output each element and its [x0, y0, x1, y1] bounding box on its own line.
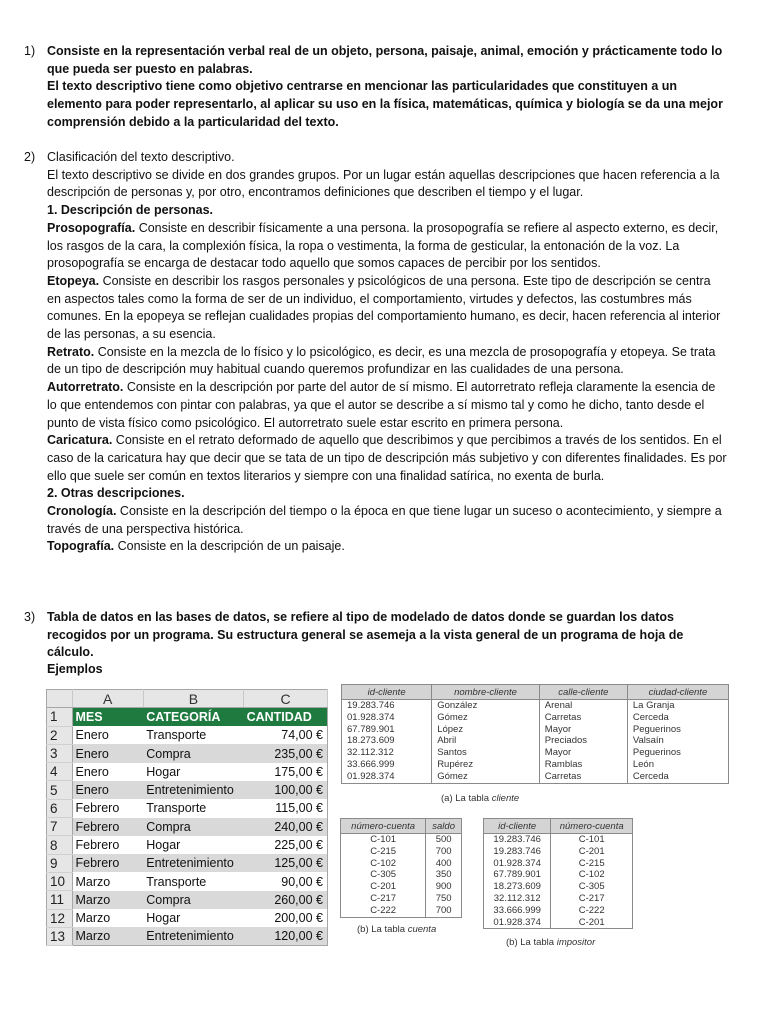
table-row	[341, 881, 462, 893]
cuenta-table	[340, 818, 462, 918]
table-cell: Preciados	[539, 735, 627, 747]
table-row	[342, 700, 729, 712]
table-cell: 900	[426, 881, 462, 893]
excel-spreadsheet	[46, 689, 328, 946]
table-cell: Mayor	[539, 724, 627, 736]
table-cell: 01.928.374	[484, 917, 551, 929]
table-cell: Gómez	[432, 771, 540, 783]
cell-mes[interactable]: Marzo	[72, 891, 143, 909]
term-caricatura: Caricatura. Consiste en el retrato deformado de aquello que describimos y que percibimos a través de los sentidos. En el caso de la caricatura hay que decir que se tata de un tipo de descripción más subjetivo y con diferentes finalidades. Es por ello que suele ser común en textos literarios y siempre con una finalidad satírica, no exenta de burla.	[47, 433, 727, 483]
table-row	[47, 836, 328, 854]
table-cell: 32.112.312	[484, 893, 551, 905]
section-3-text: Tabla de datos en las bases de datos, se refiere al tipo de modelado de datos donde se guardan los datos recogidos por un programa. Su estructura general se asemeja a la vista general de un programa de hoja de cálculo.	[47, 610, 684, 660]
table-cell: C-305	[341, 869, 426, 881]
section-1-number: 1)	[24, 44, 36, 58]
term-topografia: Topografía. Consiste en la descripción de un paisaje.	[47, 539, 345, 554]
cell-categoria[interactable]: Hogar	[146, 838, 181, 853]
table-row	[342, 712, 729, 724]
row-number[interactable]: 4	[47, 763, 73, 781]
table-row	[47, 799, 328, 817]
cell-cantidad[interactable]: 115,00 €	[275, 801, 323, 816]
table-cell: C-215	[341, 846, 426, 858]
row-number[interactable]: 6	[47, 799, 73, 817]
row-number[interactable]: 5	[47, 781, 73, 799]
column-header: número-cuenta	[551, 819, 633, 834]
cell-cantidad[interactable]: 240,00 €	[244, 818, 328, 836]
cell-categoria[interactable]: Transporte	[146, 801, 207, 816]
examples-label: Ejemplos	[47, 662, 103, 676]
table-cell: Arenal	[539, 700, 627, 712]
header-mes[interactable]: MES	[72, 708, 143, 726]
table-cell: C-222	[341, 905, 426, 917]
cell-mes[interactable]: Febrero	[72, 854, 143, 872]
row-number[interactable]: 2	[47, 726, 73, 744]
term-etopeya: Etopeya. Consiste en describir los rasgos personales y psicológicos de una persona. Este tipo de descripción se centra en aspectos tales como la forma de ser de un individuo, el comportamiento, virtudes y defectos, las costumbres más comunes. En la epopeya se reflejan cualidades propias del comportamiento humano, es decir, hacen referencia al interior de las personas, a su esencia.	[47, 273, 721, 342]
group-2-heading: 2. Otras descripciones.	[47, 486, 185, 501]
column-header: calle-cliente	[539, 685, 627, 700]
table-row	[47, 891, 328, 909]
table-row	[47, 818, 328, 836]
section-2-intro: El texto descriptivo se divide en dos grandes grupos. Por un lugar están aquellas descripciones que hacen referencia a la descripción de personas y, por otro, encontramos definiciones que describen el tiempo y el lugar.	[47, 167, 720, 200]
table-cell: 01.928.374	[342, 771, 432, 783]
table-cell: 67.789.901	[484, 869, 551, 881]
table-header-row	[47, 708, 328, 726]
row-number[interactable]: 1	[47, 708, 73, 726]
table-cell: Valsaín	[627, 735, 728, 747]
column-header-c[interactable]: C	[244, 690, 328, 708]
table-cell: C-101	[551, 834, 633, 846]
header-cantidad[interactable]: CANTIDAD	[244, 708, 328, 726]
table-cell: Gómez	[432, 712, 540, 724]
cell-categoria[interactable]: Transporte	[146, 728, 207, 743]
table-row	[484, 858, 633, 870]
cuenta-caption: (b) La tabla cuenta	[357, 924, 437, 935]
table-row	[342, 771, 729, 783]
section-2-number: 2)	[24, 150, 36, 164]
section-2-title: Clasificación del texto descriptivo.	[47, 150, 235, 164]
cell-cantidad[interactable]: 90,00 €	[281, 874, 323, 889]
cliente-caption: (a) La tabla cliente	[441, 793, 520, 804]
table-cell: 700	[426, 905, 462, 917]
table-cell: C-222	[551, 905, 633, 917]
cell-cantidad[interactable]: 200,00 €	[274, 911, 323, 926]
cell-categoria[interactable]: Entretenimiento	[143, 854, 243, 872]
table-cell: C-217	[341, 893, 426, 905]
table-row	[484, 846, 633, 858]
cell-mes[interactable]: Marzo	[75, 874, 111, 889]
table-cell: 18.273.609	[342, 735, 432, 747]
table-row	[47, 909, 328, 927]
table-cell: C-102	[551, 869, 633, 881]
table-cell: 400	[426, 858, 462, 870]
column-header: saldo	[426, 819, 462, 834]
row-number[interactable]: 9	[47, 854, 73, 872]
table-cell: C-102	[341, 858, 426, 870]
table-cell: C-201	[551, 917, 633, 929]
row-number[interactable]: 7	[47, 818, 73, 836]
cell-categoria[interactable]: Compra	[143, 818, 243, 836]
table-cell: C-217	[551, 893, 633, 905]
table-cell: Cerceda	[627, 771, 728, 783]
cell-categoria[interactable]: Transporte	[146, 874, 207, 889]
table-cell: Rupérez	[432, 759, 540, 771]
impositor-caption: (b) La tabla impositor	[506, 937, 596, 948]
table-row	[47, 726, 328, 744]
cell-mes[interactable]: Enero	[72, 744, 143, 762]
row-number[interactable]: 13	[47, 927, 73, 945]
column-header-b[interactable]: B	[143, 690, 243, 708]
table-cell: Peguerinos	[627, 747, 728, 759]
table-row	[341, 858, 462, 870]
cell-cantidad[interactable]: 260,00 €	[244, 891, 328, 909]
cell-mes[interactable]: Enero	[72, 781, 143, 799]
table-cell: 19.283.746	[342, 700, 432, 712]
table-row	[484, 917, 633, 929]
cell-cantidad[interactable]: 100,00 €	[244, 781, 328, 799]
cell-mes[interactable]: Enero	[75, 764, 109, 779]
table-cell: 750	[426, 893, 462, 905]
group-1-heading: 1. Descripción de personas.	[47, 203, 214, 218]
table-cell: López	[432, 724, 540, 736]
impositor-table	[483, 818, 633, 929]
term-cronologia: Cronología. Consiste en la descripción del tiempo o la época en que tiene lugar un suceso o acontecimiento, y siempre a través de una perspectiva histórica.	[47, 504, 722, 536]
table-cell: C-215	[551, 858, 633, 870]
cell-mes[interactable]: Febrero	[75, 801, 120, 816]
table-row	[47, 854, 328, 872]
table-cell: Abril	[432, 735, 540, 747]
term-autorretrato: Autorretrato. Consiste en la descripción por parte del autor de sí mismo. El autorretrato refleja claramente la esencia de lo que entendemos con pintar con palabras, ya que el autor se describe a sí mismo tal y como he dicho, tanto desde el punto de vista físico como psicológico. El autorretrato suele estar escrito en primera persona.	[47, 380, 716, 430]
cell-cantidad[interactable]: 235,00 €	[244, 744, 328, 762]
cell-categoria[interactable]: Hogar	[146, 911, 181, 926]
table-cell: La Granja	[627, 700, 728, 712]
table-cell: 350	[426, 869, 462, 881]
table-row	[341, 905, 462, 917]
cell-categoria[interactable]: Hogar	[146, 764, 181, 779]
table-row	[47, 781, 328, 799]
column-header: id-cliente	[484, 819, 551, 834]
column-header: ciudad-cliente	[627, 685, 728, 700]
table-row	[341, 846, 462, 858]
table-cell: C-201	[551, 846, 633, 858]
cell-cantidad[interactable]: 225,00 €	[274, 838, 323, 853]
term-retrato: Retrato. Consiste en la mezcla de lo físico y lo psicológico, es decir, es una mezcla de prosopografía y etopeya. Se trata de un tipo de descripción muy habitual cuando queremos profundizar en las cualidades de una persona.	[47, 344, 716, 377]
cell-cantidad[interactable]: 175,00 €	[274, 764, 323, 779]
column-header: número-cuenta	[341, 819, 426, 834]
table-row	[47, 744, 328, 762]
table-row	[484, 834, 633, 846]
term-prosopografia: Prosopografía. Consiste en describir físicamente a una persona. la prosopografía se refiere al aspecto externo, es decir, los rasgos de la cara, la complexión física, la ropa o vestimenta, la forma de gesticular, la entonación de la voz. La prosopografía se encarga de destacar todo aquello que somos capaces de percibir por los sentidos.	[47, 220, 719, 271]
header-categoria[interactable]: CATEGORÍA	[143, 708, 243, 726]
cell-categoria[interactable]: Entretenimiento	[143, 927, 243, 945]
cell-mes[interactable]: Enero	[75, 728, 109, 743]
cliente-table	[341, 684, 729, 784]
section-1-objective: El texto descriptivo tiene como objetivo centrarse en mencionar las particularidades que constituyen a un elemento para poder representarlo, al aplicar su uso en la física, matemáticas, química y biología se da una mejor comprensión debido a la particularidad del texto.	[47, 79, 723, 129]
cell-cantidad[interactable]: 120,00 €	[244, 927, 328, 945]
column-header: id-cliente	[342, 685, 432, 700]
table-cell: 500	[426, 834, 462, 846]
table-cell: 18.273.609	[484, 881, 551, 893]
table-row	[342, 735, 729, 747]
table-cell: 33.666.999	[342, 759, 432, 771]
table-cell: González	[432, 700, 540, 712]
table-cell: C-201	[341, 881, 426, 893]
table-cell: Santos	[432, 747, 540, 759]
table-row	[341, 893, 462, 905]
table-cell: 700	[426, 846, 462, 858]
table-cell: Carretas	[539, 771, 627, 783]
cell-cantidad[interactable]: 125,00 €	[244, 854, 328, 872]
table-cell: 32.112.312	[342, 747, 432, 759]
column-header-a[interactable]: A	[72, 690, 143, 708]
row-number[interactable]: 11	[47, 891, 73, 909]
cell-categoria[interactable]: Compra	[143, 744, 243, 762]
cell-cantidad[interactable]: 74,00 €	[281, 728, 323, 743]
section-1-definition: Consiste en la representación verbal real de un objeto, persona, paisaje, animal, emoción y prácticamente todo lo que pueda ser puesto en palabras.	[47, 44, 723, 76]
cell-mes[interactable]: Febrero	[75, 838, 120, 853]
table-cell: 33.666.999	[484, 905, 551, 917]
row-number[interactable]: 12	[47, 909, 73, 927]
table-cell: Ramblas	[539, 759, 627, 771]
table-cell: Mayor	[539, 747, 627, 759]
column-header-row	[47, 690, 328, 708]
corner-cell	[47, 690, 73, 708]
table-cell: 67.789.901	[342, 724, 432, 736]
table-row	[484, 893, 633, 905]
table-cell: C-305	[551, 881, 633, 893]
table-cell: 19.283.746	[484, 834, 551, 846]
cell-categoria[interactable]: Entretenimiento	[143, 781, 243, 799]
table-row	[341, 834, 462, 846]
table-row	[484, 869, 633, 881]
table-cell: Peguerinos	[627, 724, 728, 736]
table-row	[47, 763, 328, 781]
column-header: nombre-cliente	[432, 685, 540, 700]
table-cell: 01.928.374	[342, 712, 432, 724]
table-cell: Cerceda	[627, 712, 728, 724]
row-number[interactable]: 10	[47, 872, 73, 890]
cell-mes[interactable]: Marzo	[72, 927, 143, 945]
cell-categoria[interactable]: Compra	[143, 891, 243, 909]
table-cell: 19.283.746	[484, 846, 551, 858]
table-row	[342, 759, 729, 771]
table-cell: 01.928.374	[484, 858, 551, 870]
table-cell: León	[627, 759, 728, 771]
cell-mes[interactable]: Febrero	[72, 818, 143, 836]
table-cell: C-101	[341, 834, 426, 846]
row-number[interactable]: 8	[47, 836, 73, 854]
table-row	[484, 905, 633, 917]
table-row	[484, 881, 633, 893]
table-row	[342, 724, 729, 736]
table-row	[47, 872, 328, 890]
row-number[interactable]: 3	[47, 744, 73, 762]
table-row	[341, 869, 462, 881]
table-row	[47, 927, 328, 945]
section-3-number: 3)	[24, 610, 36, 624]
cell-mes[interactable]: Marzo	[75, 911, 111, 926]
table-cell: Carretas	[539, 712, 627, 724]
table-row	[342, 747, 729, 759]
